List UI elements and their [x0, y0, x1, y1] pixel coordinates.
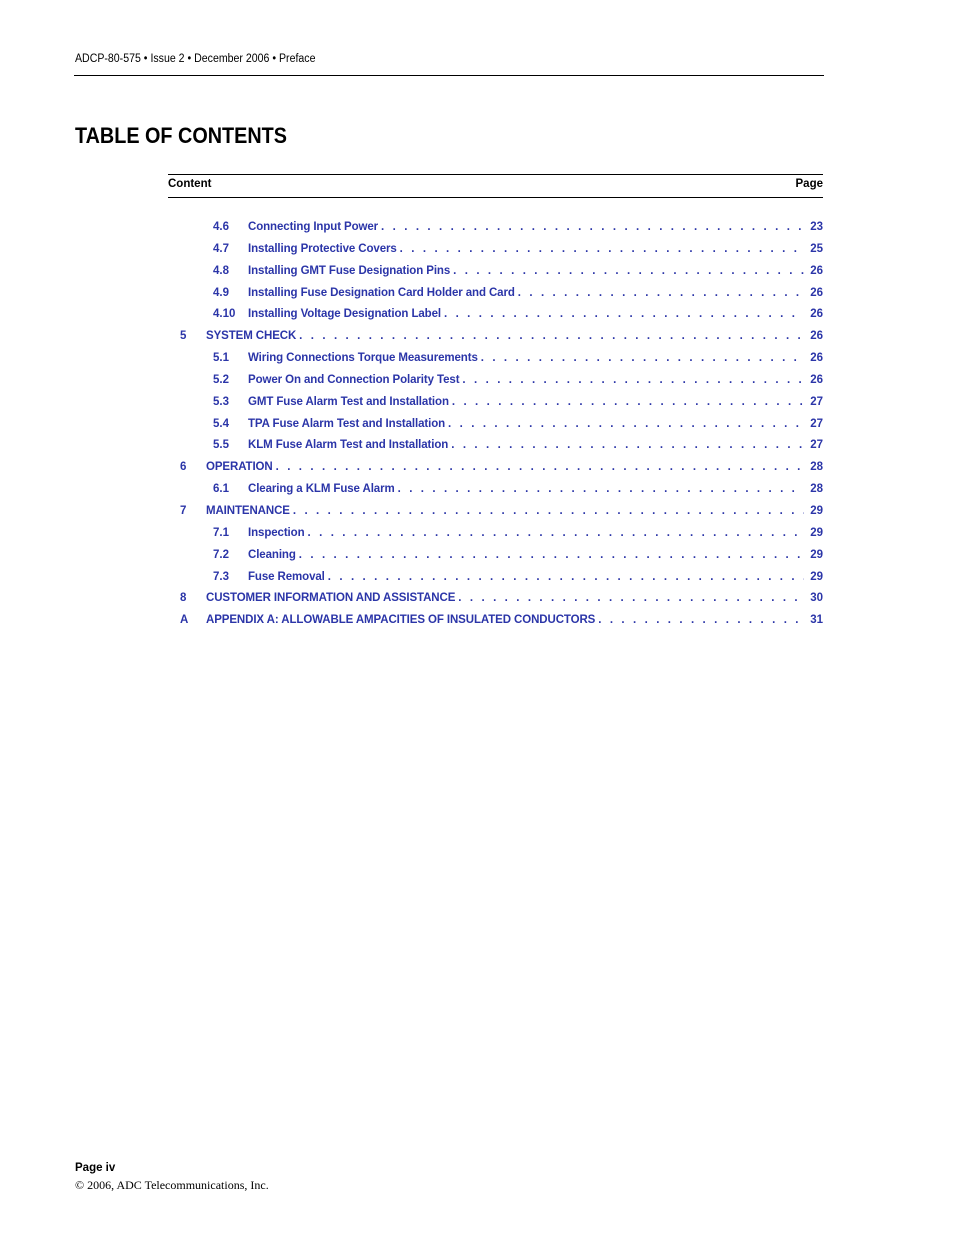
dot-leader — [453, 265, 804, 277]
toc-entry-number: 7 — [180, 504, 187, 517]
toc-entry-title: Inspection — [248, 526, 305, 539]
toc-list — [168, 217, 823, 632]
dot-leader — [481, 352, 804, 364]
footer-copyright: © 2006, ADC Telecommunications, Inc. — [75, 1178, 269, 1192]
toc-entry-title: Installing GMT Fuse Designation Pins — [248, 264, 451, 277]
toc-entry-page: 26 — [810, 373, 823, 386]
toc-entry[interactable] — [168, 501, 823, 523]
toc-entry[interactable] — [168, 370, 823, 392]
toc-entry-number: A — [180, 614, 189, 627]
dot-leader — [381, 221, 804, 233]
toc-entry[interactable] — [168, 610, 823, 632]
toc-entry[interactable] — [168, 545, 823, 567]
toc-entry[interactable] — [168, 479, 823, 501]
toc-entry-title: Installing Fuse Designation Card Holder and Card — [248, 286, 515, 299]
toc-entry[interactable] — [168, 435, 823, 457]
running-header: ADCP-80-575 • Issue 2 • December 2006 • Preface — [75, 53, 316, 65]
toc-entry-page: 30 — [810, 592, 823, 605]
toc-entry-link[interactable] — [206, 505, 823, 517]
toc-entry-number: 5.2 — [213, 373, 229, 386]
toc-entry-title: Clearing a KLM Fuse Alarm — [248, 483, 395, 496]
toc-entry-number: 6 — [180, 461, 187, 474]
toc-entry-link[interactable] — [248, 374, 823, 386]
toc-entry-page: 25 — [810, 242, 823, 255]
dot-leader — [308, 527, 805, 539]
dot-leader — [598, 614, 804, 626]
toc-column-page-label: Page — [795, 178, 823, 190]
toc-entry[interactable] — [168, 414, 823, 436]
toc-entry[interactable] — [168, 457, 823, 479]
toc-entry-page: 31 — [810, 614, 823, 627]
toc-entry-link[interactable] — [248, 418, 823, 430]
toc-entry-link[interactable] — [248, 308, 823, 320]
dot-leader — [452, 396, 804, 408]
toc-entry-link[interactable] — [206, 330, 823, 342]
dot-leader — [299, 549, 804, 561]
toc-entry-title: Cleaning — [248, 548, 296, 561]
toc-entry-link[interactable] — [248, 243, 823, 255]
dot-leader — [293, 505, 804, 517]
toc-entry-title: TPA Fuse Alarm Test and Installation — [248, 417, 446, 430]
dot-leader — [448, 418, 804, 430]
toc-entry[interactable] — [168, 217, 823, 239]
toc-entry-page: 26 — [810, 286, 823, 299]
toc-entry-number: 5.5 — [213, 439, 229, 452]
dot-leader — [328, 571, 804, 583]
toc-entry[interactable] — [168, 392, 823, 414]
toc-entry-number: 5.4 — [213, 417, 229, 430]
toc-entry-title: MAINTENANCE — [206, 504, 290, 517]
toc-entry-title: Fuse Removal — [248, 570, 325, 583]
toc-entry-page: 23 — [810, 221, 823, 233]
dot-leader — [276, 461, 805, 473]
toc-entry-number: 5 — [180, 330, 187, 343]
header-rule — [74, 75, 824, 76]
toc-entry-number: 5.1 — [213, 352, 229, 365]
toc-entry[interactable] — [168, 567, 823, 589]
toc-entry-link[interactable] — [248, 571, 823, 583]
toc-entry-link[interactable] — [248, 352, 823, 364]
dot-leader — [451, 439, 804, 451]
toc-entry-title: Power On and Connection Polarity Test — [248, 373, 460, 386]
dot-leader — [444, 308, 804, 320]
toc-entry-page: 29 — [810, 526, 823, 539]
toc-entry-number: 4.9 — [213, 286, 229, 299]
toc-entry[interactable] — [168, 239, 823, 261]
toc-entry-page: 26 — [810, 264, 823, 277]
toc-entry[interactable] — [168, 304, 823, 326]
toc-entry-number: 7.3 — [213, 570, 229, 583]
toc-entry[interactable] — [168, 588, 823, 610]
toc-entry-link[interactable] — [206, 614, 823, 626]
toc-entry-number: 8 — [180, 592, 187, 605]
toc-entry-title: Installing Voltage Designation Label — [248, 308, 441, 321]
toc-entry-link[interactable] — [206, 461, 823, 473]
toc-entry-page: 29 — [810, 570, 823, 583]
toc-entry-number: 7.2 — [213, 548, 229, 561]
toc-entry-number: 4.8 — [213, 264, 229, 277]
toc-entry-page: 29 — [810, 504, 823, 517]
toc-entry-title: GMT Fuse Alarm Test and Installation — [248, 395, 449, 408]
dot-leader — [299, 330, 804, 342]
dot-leader — [458, 592, 804, 604]
toc-entry[interactable] — [168, 523, 823, 545]
toc-entry[interactable] — [168, 348, 823, 370]
toc-entry-page: 26 — [810, 308, 823, 321]
dot-leader — [398, 483, 805, 495]
toc-entry-number: 6.1 — [213, 483, 229, 496]
dot-leader — [518, 287, 804, 299]
toc-entry[interactable] — [168, 283, 823, 305]
toc-entry-page: 26 — [810, 352, 823, 365]
toc-entry-page: 27 — [810, 439, 823, 452]
toc-entry-link[interactable] — [248, 483, 823, 495]
page-title: TABLE OF CONTENTS — [75, 123, 287, 148]
toc-entry[interactable] — [168, 326, 823, 348]
toc-entry-page: 28 — [810, 483, 823, 496]
toc-entry-number: 4.6 — [213, 221, 229, 233]
toc-entry-number: 7.1 — [213, 526, 229, 539]
toc-entry-page: 27 — [810, 395, 823, 408]
toc-entry-title: APPENDIX A: ALLOWABLE AMPACITIES OF INSULATED CONDUCTORS — [206, 614, 596, 627]
toc-entry-link[interactable] — [248, 527, 823, 539]
toc-entry-title: OPERATION — [206, 461, 273, 474]
toc-entry-title: CUSTOMER INFORMATION AND ASSISTANCE — [206, 592, 456, 605]
toc-entry-number: 4.10 — [213, 308, 236, 321]
toc-entry-title: Wiring Connections Torque Measurements — [248, 352, 478, 365]
toc-entry-link[interactable] — [248, 396, 823, 408]
toc-entry-page: 28 — [810, 461, 823, 474]
toc-entry-page: 29 — [810, 548, 823, 561]
toc-entry-title: Installing Protective Covers — [248, 242, 397, 255]
toc-entry-link[interactable] — [248, 439, 823, 451]
toc-entry-link[interactable] — [248, 287, 823, 299]
toc-entry-title: Connecting Input Power — [248, 221, 379, 233]
toc-entry-link[interactable] — [248, 549, 823, 561]
dot-leader — [462, 374, 804, 386]
toc-entry-number: 4.7 — [213, 242, 229, 255]
toc-entry-title: SYSTEM CHECK — [206, 330, 297, 343]
toc-entry-page: 27 — [810, 417, 823, 430]
toc-entry-title: KLM Fuse Alarm Test and Installation — [248, 439, 449, 452]
toc-entry-number: 5.3 — [213, 395, 229, 408]
toc-entry-link[interactable] — [248, 221, 823, 233]
toc-entry-page: 26 — [810, 330, 823, 343]
toc-column-content-label: Content — [168, 178, 212, 190]
toc-entry-link[interactable] — [248, 265, 823, 277]
toc-entry-link[interactable] — [206, 592, 823, 604]
footer-page-number: Page iv — [75, 1162, 116, 1174]
toc-entry[interactable] — [168, 261, 823, 283]
dot-leader — [400, 243, 805, 255]
toc-column-header — [168, 174, 823, 198]
